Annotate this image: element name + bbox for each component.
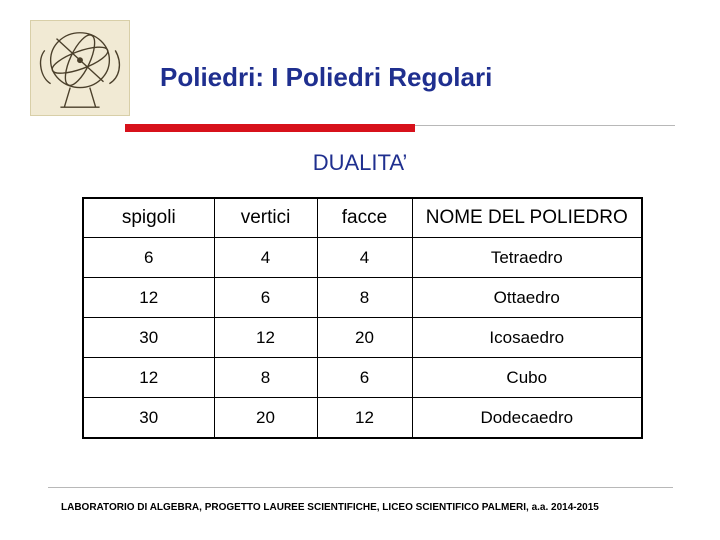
cell-nome: Icosaedro: [412, 318, 642, 358]
cell-vertici: 4: [214, 238, 317, 278]
cell-facce: 4: [317, 238, 412, 278]
cell-spigoli: 30: [83, 398, 214, 439]
cell-spigoli: 12: [83, 278, 214, 318]
cell-facce: 20: [317, 318, 412, 358]
table-header-row: [83, 198, 642, 238]
table-row: [83, 398, 642, 439]
cell-vertici: 20: [214, 398, 317, 439]
slide-footer: LABORATORIO DI ALGEBRA, PROGETTO LAUREE SCIENTIFICHE, LICEO SCIENTIFICO PALMERI, a.a. 2014-2015: [61, 502, 599, 513]
slide-subtitle: DUALITA’: [312, 150, 408, 175]
cell-facce: 12: [317, 398, 412, 439]
header-vertici: vertici: [214, 198, 317, 238]
cell-facce: 8: [317, 278, 412, 318]
title-divider: [415, 125, 675, 126]
polyhedra-table: [82, 197, 643, 439]
header-spigoli: spigoli: [83, 198, 214, 238]
cell-vertici: 6: [214, 278, 317, 318]
armillary-sphere-engraving-icon: [30, 20, 130, 116]
cell-nome: Dodecaedro: [412, 398, 642, 439]
table-row: [83, 358, 642, 398]
cell-vertici: 8: [214, 358, 317, 398]
cell-spigoli: 30: [83, 318, 214, 358]
cell-spigoli: 6: [83, 238, 214, 278]
table-row: [83, 318, 642, 358]
cell-facce: 6: [317, 358, 412, 398]
header-nome-poliedro: NOME DEL POLIEDRO: [412, 198, 642, 238]
slide-title: Poliedri: I Poliedri Regolari: [160, 62, 493, 92]
cell-nome: Ottaedro: [412, 278, 642, 318]
cell-nome: Cubo: [412, 358, 642, 398]
table-row: [83, 238, 642, 278]
header-facce: facce: [317, 198, 412, 238]
cell-nome: Tetraedro: [412, 238, 642, 278]
cell-vertici: 12: [214, 318, 317, 358]
accent-divider: [125, 124, 415, 132]
footer-divider: [48, 487, 673, 488]
table-row: [83, 278, 642, 318]
cell-spigoli: 12: [83, 358, 214, 398]
